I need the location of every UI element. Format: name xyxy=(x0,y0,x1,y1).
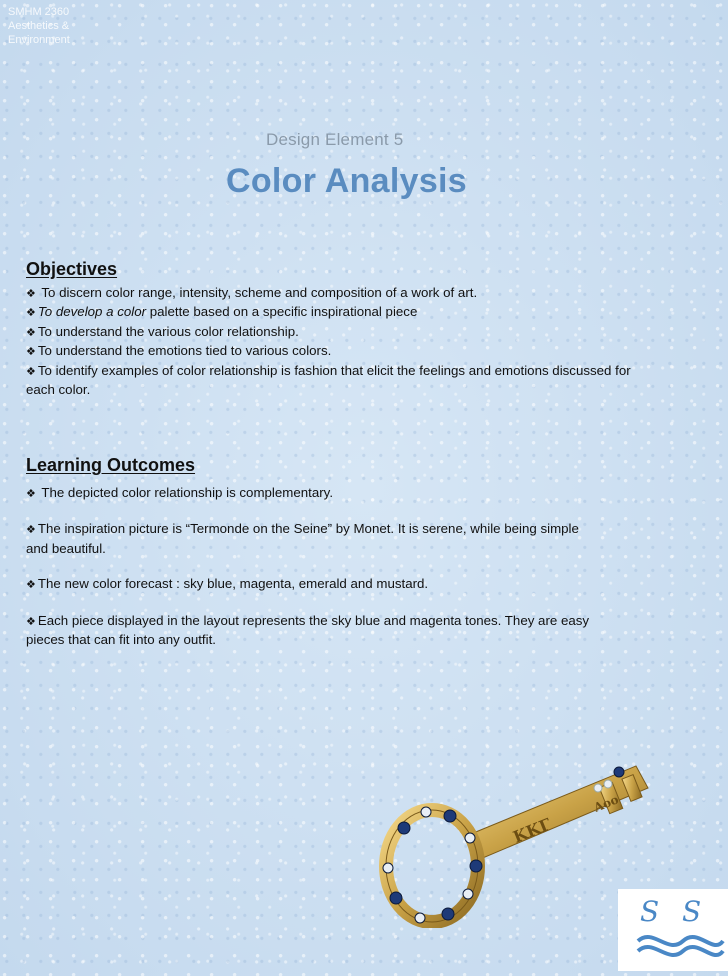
logo xyxy=(618,889,728,971)
diamond-bullet-icon: ❖ xyxy=(26,288,36,300)
diamond-bullet-icon: ❖ xyxy=(26,326,36,339)
key-tag-text: Aoo xyxy=(591,792,621,815)
subtitle-text: Design Element 5 xyxy=(266,130,404,149)
slide-subtitle xyxy=(266,130,403,150)
list-item: ❖ To understand the emotions tied to various colors. xyxy=(26,343,332,359)
diamond-bullet-icon: ❖ xyxy=(26,579,36,592)
list-item: ❖ To develop a color palette based on a specific inspirational piece xyxy=(26,304,418,320)
list-item-continuation: pieces that can fit into any outfit. xyxy=(26,632,216,648)
objectives-heading: Objectives xyxy=(26,259,118,279)
diamond-bullet-icon: ❖ xyxy=(26,307,36,320)
emphasis-text: To develop a color xyxy=(37,304,147,320)
list-item: ❖ To identify examples of color relationship is fashion that elicit the feelings and emotions discussed for xyxy=(26,362,631,378)
list-item: ❖ To discern color range, intensity, scheme and composition of a work of art. xyxy=(26,285,478,300)
course-code: SMHM 2360 xyxy=(8,6,70,18)
key-engraving: KKΓ xyxy=(510,814,554,847)
list-item: ❖ The new color forecast : sky blue, magenta, emerald and mustard. xyxy=(26,576,429,592)
diamond-bullet-icon: ❖ xyxy=(26,365,36,378)
course-name-line1: Aesthetics & xyxy=(8,20,70,32)
diamond-bullet-icon: ❖ xyxy=(26,346,36,359)
list-item-continuation: and beautiful. xyxy=(26,540,106,556)
objectives-list xyxy=(26,284,716,399)
course-label xyxy=(8,5,70,47)
outcomes-heading: Learning Outcomes xyxy=(26,455,196,475)
diamond-bullet-icon: ❖ xyxy=(26,615,36,628)
list-item: ❖ The depicted color relationship is complementary. xyxy=(26,485,334,500)
list-item: ❖ The inspiration picture is “Termonde on the Seine” by Monet. It is serene, while being simple xyxy=(26,521,579,537)
slide-title: Color Analysis xyxy=(226,162,468,200)
diamond-bullet-icon: ❖ xyxy=(26,524,36,537)
list-item: ❖ To understand the various color relationship. xyxy=(26,323,299,339)
ss-logo-icon xyxy=(618,889,728,971)
course-name-line2: Environment xyxy=(8,34,70,46)
diamond-bullet-icon: ❖ xyxy=(26,488,36,500)
svg-text:S: S xyxy=(682,895,702,928)
outcomes-list xyxy=(26,484,716,649)
list-item: ❖ Each piece displayed in the layout represents the sky blue and magenta tones. They are easy xyxy=(26,612,590,628)
list-item-continuation: each color. xyxy=(26,382,91,398)
svg-text:S: S xyxy=(640,895,660,928)
